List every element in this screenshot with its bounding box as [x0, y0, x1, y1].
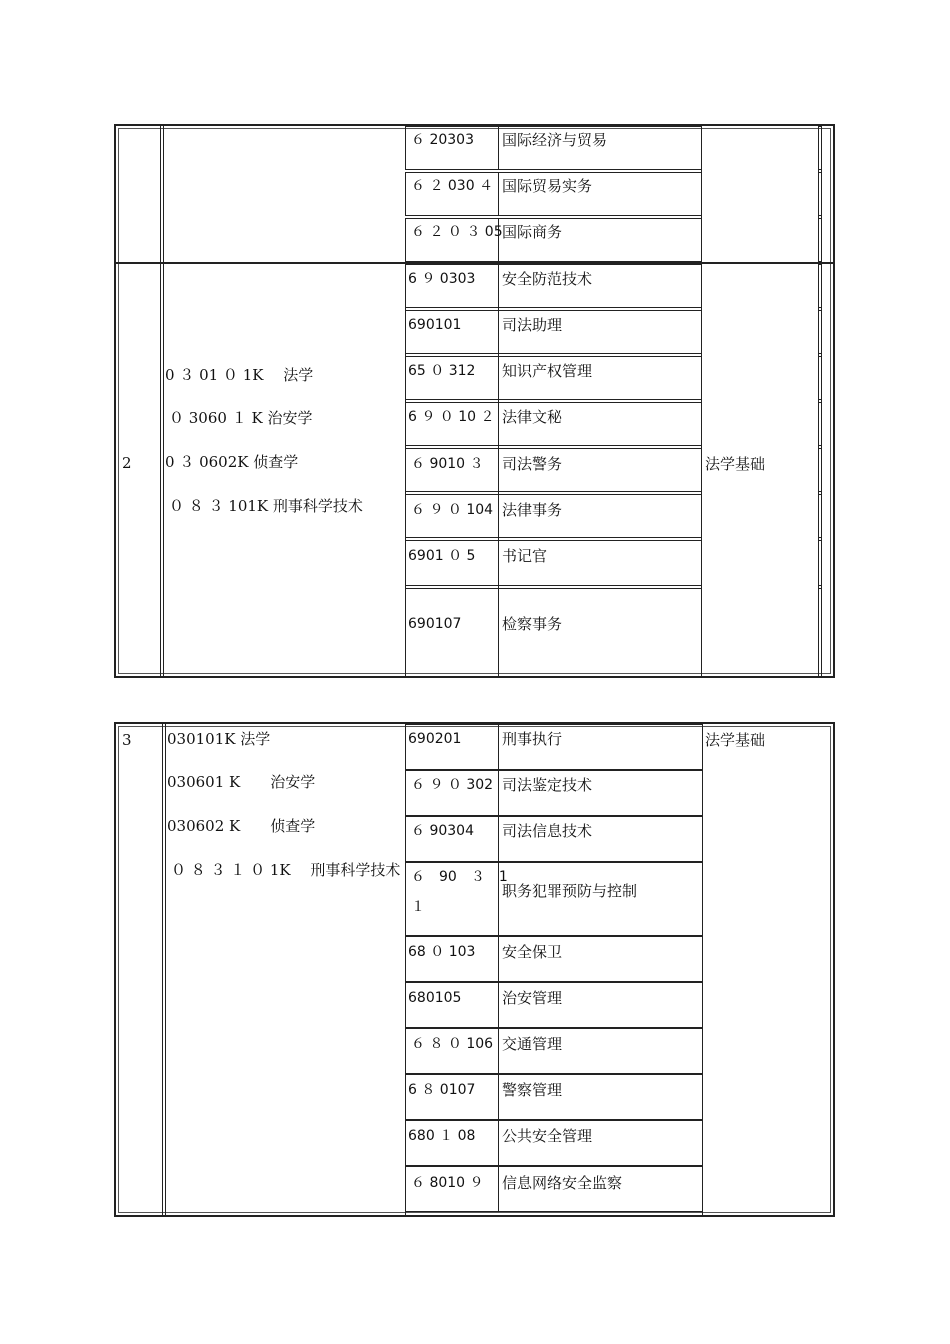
- subject: 法学基础: [705, 731, 766, 749]
- narrow-cell: [818, 264, 822, 308]
- program-code: 690101: [408, 317, 462, 333]
- program-code: ６ ９ ０ 104: [411, 502, 494, 518]
- program-code: 690107: [408, 616, 462, 632]
- program-name: 安全保卫: [502, 943, 563, 961]
- program-name: 司法信息技术: [502, 822, 593, 840]
- program-name: 交通管理: [502, 1035, 563, 1053]
- narrow-cell: [818, 356, 822, 400]
- narrow-cell: [818, 448, 822, 492]
- program-code: ６ 20303: [411, 132, 474, 148]
- program-name: 国际贸易实务: [502, 177, 593, 195]
- program-code: ６ ８ ０ 106: [411, 1036, 494, 1052]
- major-line: 0 ３ 0602K 侦查学: [165, 453, 299, 471]
- program-code: 6 ８ 0107: [408, 1082, 476, 1098]
- program-name: 司法鉴定技术: [502, 776, 593, 794]
- program-name: 安全防范技术: [502, 270, 593, 288]
- program-name: 公共安全管理: [502, 1127, 593, 1145]
- program-code: 65 ０ 312: [408, 363, 476, 379]
- program-name: 治安管理: [502, 989, 563, 1007]
- major-line: 030602 K 侦查学: [167, 817, 316, 835]
- program-name: 知识产权管理: [502, 362, 593, 380]
- major-line: ０ ８ ３ １ ０ 1K 刑事科学技术: [171, 861, 401, 879]
- program-name: 职务犯罪预防与控制: [502, 882, 638, 900]
- narrow-cell: [818, 494, 822, 538]
- program-name: 警察管理: [502, 1081, 563, 1099]
- narrow-cell: [818, 126, 822, 170]
- program-code: 680105: [408, 990, 462, 1006]
- program-code: ６ 9010 ３: [411, 456, 484, 472]
- program-code: 6 ９ ０ 10 ２: [408, 409, 495, 425]
- narrow-cell: [818, 540, 822, 586]
- program-code: ６ ２ 030 ４: [411, 178, 494, 194]
- program-name: 国际经济与贸易: [502, 131, 608, 149]
- program-name: 检察事务: [502, 615, 563, 633]
- program-name: 国际商务: [502, 223, 563, 241]
- program-code: 6 ９ 0303: [408, 271, 476, 287]
- program-code-wrap: １: [411, 899, 425, 915]
- program-code: ６ ２ ０ ３ 05: [411, 224, 503, 240]
- program-name: 信息网络安全监察: [502, 1174, 623, 1192]
- program-name: 法律文秘: [502, 408, 563, 426]
- program-code: ６ 90304: [411, 823, 474, 839]
- subject: 法学基础: [705, 455, 766, 473]
- col-divider: [162, 724, 163, 1215]
- program-code: 690201: [408, 731, 462, 747]
- col-divider: [165, 724, 166, 1215]
- program-name: 法律事务: [502, 501, 563, 519]
- col-divider: [163, 126, 164, 677]
- major-line: ０ ８ ３ 101K 刑事科学技术: [169, 497, 363, 515]
- program-name: 司法警务: [502, 455, 563, 473]
- program-code: 68 ０ 103: [408, 944, 476, 960]
- col-divider: [160, 126, 161, 677]
- narrow-cell: [818, 402, 822, 446]
- major-line: 0 ３ 01 ０ 1K 法学: [165, 366, 314, 384]
- program-code: ６ 8010 ９: [411, 1175, 484, 1191]
- row-number: 3: [122, 731, 132, 749]
- program-code: 680 １ 08: [408, 1128, 476, 1144]
- major-line: ０ 3060 １ K 治安学: [169, 409, 313, 427]
- major-line: 030101K 法学: [167, 730, 271, 748]
- major-line: 030601 K 治安学: [167, 773, 316, 791]
- narrow-cell: [818, 588, 822, 677]
- narrow-cell: [818, 218, 822, 262]
- program-name: 刑事执行: [502, 730, 563, 748]
- program-code: 6901 ０ 5: [408, 548, 476, 564]
- narrow-cell: [818, 172, 822, 216]
- narrow-cell: [818, 310, 822, 354]
- row-number: 2: [122, 454, 132, 472]
- program-name: 司法助理: [502, 316, 563, 334]
- program-name: 书记官: [502, 547, 548, 565]
- program-code: ６ ９ ０ 302: [411, 777, 494, 793]
- program-code: ６ 90 ３ 1: [411, 869, 508, 885]
